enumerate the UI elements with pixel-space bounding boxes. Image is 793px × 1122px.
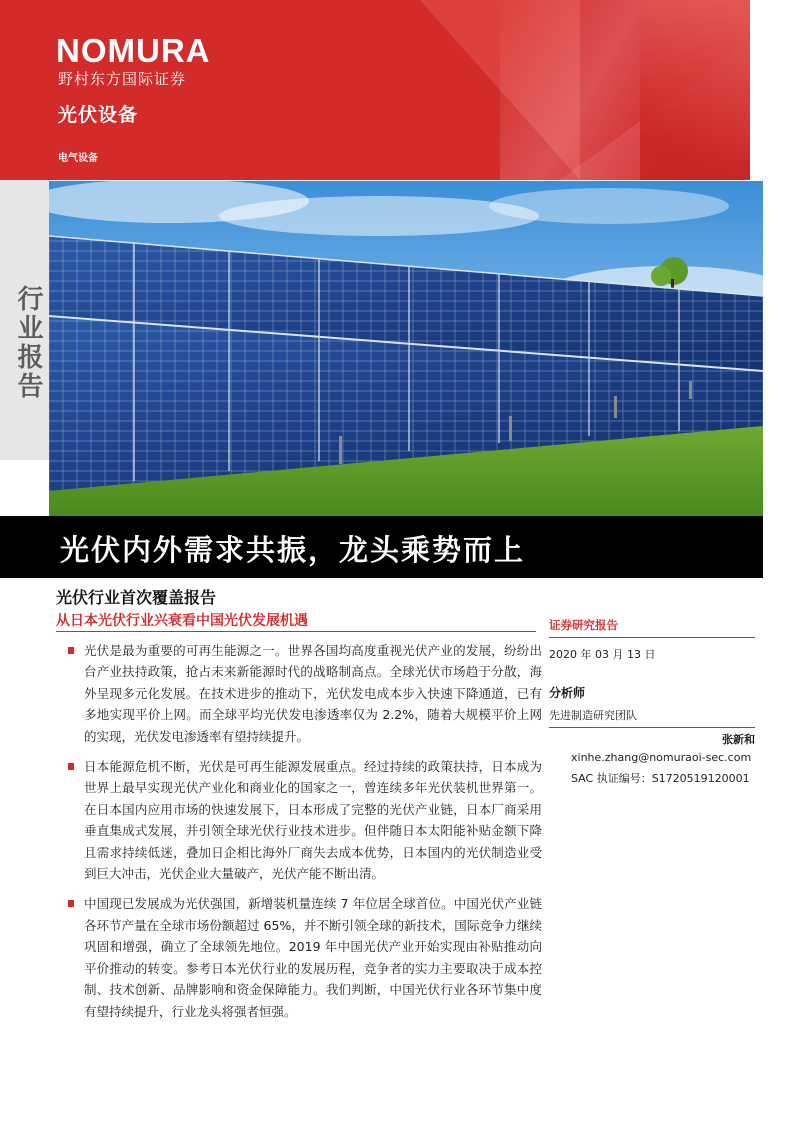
header-banner [0,0,750,180]
heading-divider [56,631,536,632]
bullet-text: 日本能源危机不断，光伏是可再生能源发展重点。经过持续的政策扶持，日本成为世界上最早实现光伏产业化和商业化的国家之一，曾连续多年光伏装机世界第一。在日本国内应用市场的快速发展下，日本形成了完整的光伏产业链，日本厂商采用垂直集成式发展，并引领全球光伏行业技术进步。但伴随日本太阳能补贴金额下降且需求持续低迷，叠加日企相比海外厂商失去成本优势，日本国内的光伏制造业受到巨大冲击，光伏企业大量破产，光伏产能不断出清。 [84,759,542,882]
sector-title: 光伏设备 [58,104,139,126]
nomura-logo: NOMURA [56,32,211,69]
solar-panel-photo [49,181,763,516]
bullet-marker-icon [68,647,74,654]
logo-subtitle: 野村东方国际证券 [58,70,187,88]
analyst-email[interactable]: xinhe.zhang@nomuraoi-sec.com [571,751,752,764]
bullet-marker-icon [68,763,74,770]
report-type-tab [0,180,49,460]
report-type-label: 行业报告 [13,285,43,401]
analyst-name: 张新和 [722,733,755,746]
title-bar [0,516,763,578]
summary-bullet [72,756,542,884]
summary-bullet [72,640,542,747]
report-subtitle: 光伏行业首次覆盖报告 [56,588,217,607]
research-team: 先进制造研究团队 [549,707,755,728]
report-type-divider [549,637,755,638]
summary-bullets [72,640,542,1031]
report-info-sidebar [549,617,755,786]
sac-license: SAC 执证编号：S1720519120001 [571,772,750,785]
bullet-text: 光伏是最为重要的可再生能源之一。世界各国均高度重视光伏产业的发展，纷纷出台产业扶持政策，抢占未来新能源时代的战略制高点。全球光伏市场趋于分散，海外呈现多元化发展。在技术进步的推动下，光伏发电成本步入快速下降通道，已有多地实现平价上网。而全球平均光伏发电渗透率仅为 2.2%，随着大规模平价上网的实现，光伏发电渗透率有望持续提升。 [84,643,542,744]
sector-subtitle: 电气设备 [58,153,98,164]
report-date: 2020 年 03 月 13 日 [549,648,656,661]
summary-bullet [72,893,542,1021]
report-type-label: 证券研究报告 [549,618,618,632]
report-title: 光伏内外需求共振，龙头乘势而上 [60,533,526,567]
bullet-text: 中国现已发展成为光伏强国，新增装机量连续 7 年位居全球首位。中国光伏产业链各环节产量在全球市场份额超过 65%，并不断引领全球的新技术，国际竞争力继续巩固和增强，确立了全球领先地位。2019 年中国光伏产业开始实现由补贴推动向平价推动的转变。参考日本光伏行业的发展历程，竞争者的实力主要取决于成本控制、技术创新、品牌影响和资金保障能力。我们判断，中国光伏行业各环节集中度有望持续提升，行业龙头将强者恒强。 [84,896,542,1019]
analyst-label: 分析师 [549,686,586,700]
bullet-marker-icon [68,900,74,907]
section-heading: 从日本光伏行业兴衰看中国光伏发展机遇 [56,613,308,629]
solar-panel-illustration [49,181,763,516]
